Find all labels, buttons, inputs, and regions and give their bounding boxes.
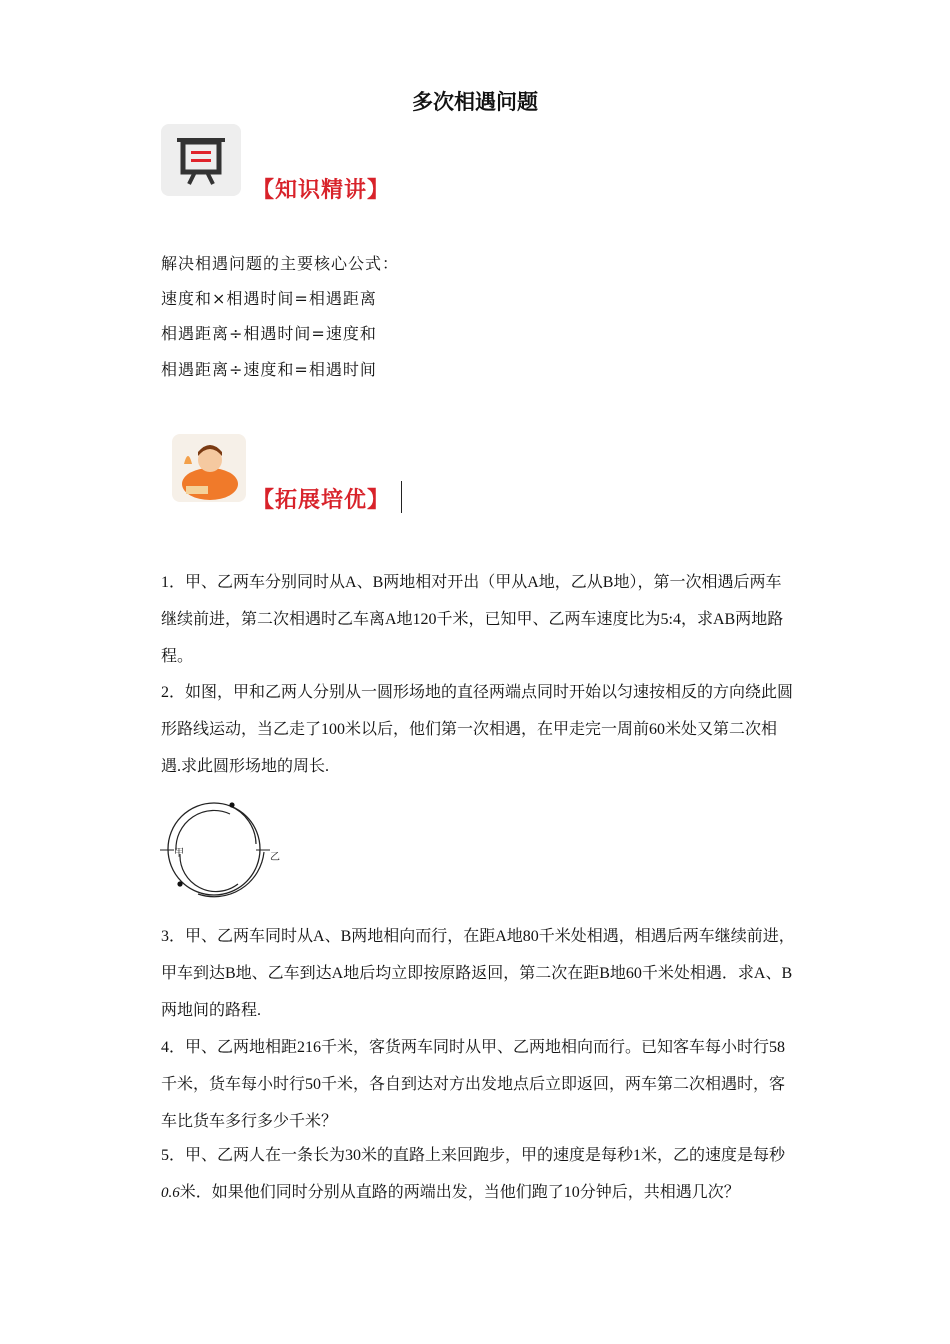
question-number: 3． bbox=[161, 928, 186, 945]
question-1 bbox=[161, 564, 795, 675]
circular-track-figure bbox=[158, 794, 288, 904]
question-number: 5． bbox=[161, 1147, 186, 1164]
question-3 bbox=[161, 918, 795, 1029]
question-text: 如图，甲和乙两人分别从一圆形场地的直径两端点同时开始以匀速按相反的方向绕此圆形路线运动，当乙走了100米以后，他们第一次相遇，在甲走完一周前60米处又第二次相遇.求此圆形场地的周长. bbox=[161, 684, 794, 775]
question-text: 甲、乙两车同时从A、B两地相向而行，在距A地80千米处相遇，相遇后两车继续前进，甲车到达B地、乙车到达A地后均立即按原路返回，第二次在距B地60千米处相遇．求A、B两地间的路程. bbox=[161, 928, 795, 1019]
question-text: 甲、乙两人在一条长为30米的直路上来回跑步，甲的速度是每秒1米，乙的速度是每秒 bbox=[185, 1147, 786, 1164]
presentation-board-icon bbox=[161, 124, 241, 196]
question-number: 4． bbox=[161, 1039, 186, 1056]
question-text: 米．如果他们同时分别从直路的两端出发，当他们跑了10分钟后，共相遇几次？ bbox=[179, 1184, 740, 1201]
question-text: 甲、乙两车分别同时从A、B两地相对开出（甲从A地，乙从B地），第一次相遇后两车继续前进，第二次相遇时乙车离A地120千米，已知甲、乙两车速度比为5:4，求AB两地路程。 bbox=[161, 574, 784, 665]
question-text: 甲、乙两地相距216千米，客货两车同时从甲、乙两地相向而行。已知客车每小时行58千米，货车每小时行50千米，各自到达对方出发地点后立即返回，两车第二次相遇时，客车比货车多行多少千米？ bbox=[161, 1039, 786, 1130]
question-5 bbox=[161, 1137, 795, 1212]
speed-value: 0.6 bbox=[161, 1185, 180, 1201]
figure-label-jia: 甲 bbox=[174, 848, 184, 859]
page-title: 多次相遇问题 bbox=[412, 90, 538, 114]
formula-line: 相遇距离÷相遇时间=速度和 bbox=[161, 324, 377, 343]
question-number: 1． bbox=[161, 574, 186, 591]
section-banner-knowledge: 【知识精讲】 bbox=[252, 178, 391, 203]
formula-line: 速度和×相遇时间=相遇距离 bbox=[161, 289, 377, 308]
section-banner-extension: 【拓展培优】 bbox=[252, 488, 391, 513]
formula-line: 相遇距离÷速度和=相遇时间 bbox=[161, 360, 377, 379]
formula-intro: 解决相遇问题的主要核心公式： bbox=[161, 254, 400, 273]
question-4 bbox=[161, 1029, 795, 1140]
question-2 bbox=[161, 674, 795, 785]
teacher-avatar-icon bbox=[172, 434, 246, 502]
figure-label-yi: 乙 bbox=[270, 852, 280, 863]
question-number: 2． bbox=[161, 684, 186, 701]
text-cursor bbox=[401, 481, 402, 513]
